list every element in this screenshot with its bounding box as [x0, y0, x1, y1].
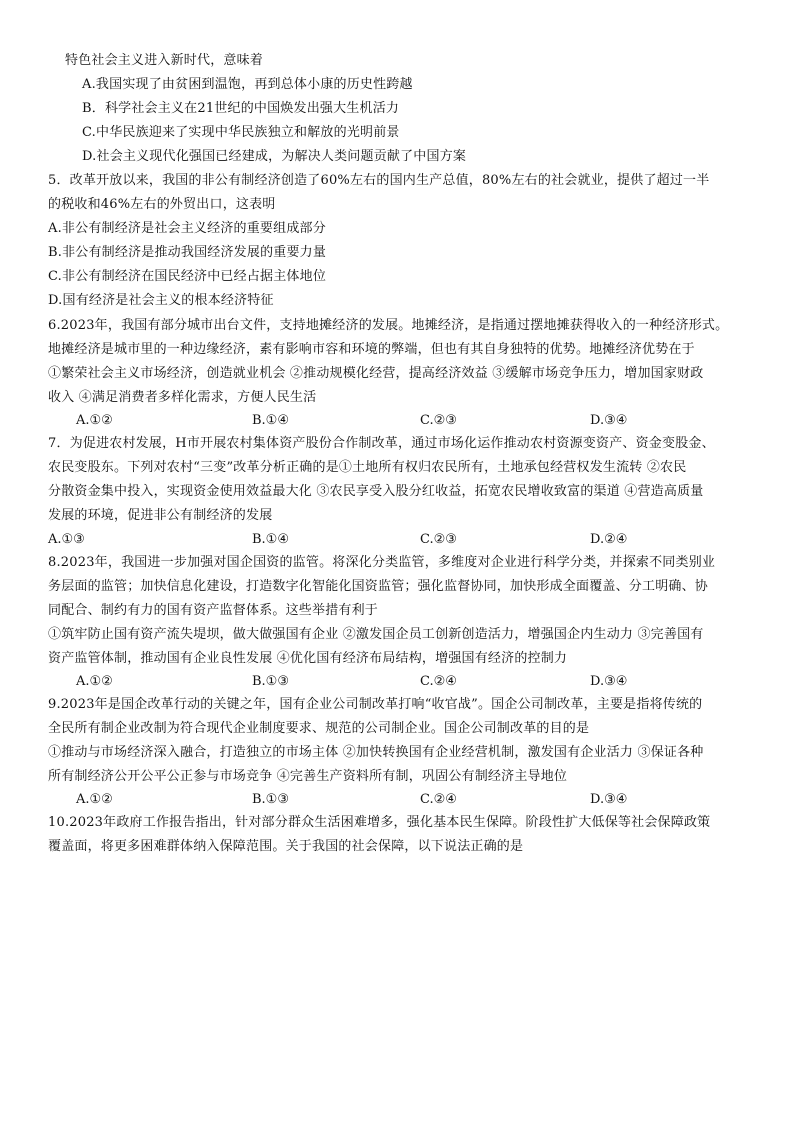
q7-choice-a: A.①③ [48, 532, 85, 547]
q6-stem-line-1: 6.2023年，我国有部分城市出台文件，支持地摊经济的发展。地摊经济，是指通过摆地摊获得收入的一种经济形式。 [48, 318, 729, 333]
q7-stem-line-4: 发展的环境，促进非公有制经济的发展 [48, 508, 273, 523]
q7-choices [0, 531, 793, 549]
q4-option-b: B．科学社会主义在21世纪的中国焕发出强大生机活力 [82, 101, 400, 116]
q9-items-line-1: ①推动与市场经济深入融合，打造独立的市场主体 ②加快转换国有企业经营机制，激发国有企业活力 ③保证各种 [48, 745, 704, 760]
q6-choice-a: A.①② [76, 413, 113, 428]
q4-option-a: A.我国实现了由贫困到温饱，再到总体小康的历史性跨越 [82, 77, 413, 92]
q9-items-line-2: 所有制经济公开公平公正参与市场竞争 ④完善生产资料所有制，巩固公有制经济主导地位 [48, 769, 568, 784]
q8-stem-line-3: 同配合、制约有力的国有资产监督体系。这些举措有利于 [48, 603, 379, 618]
q7-choice-d: D.②④ [590, 532, 628, 547]
q9-choice-d: D.③④ [590, 792, 628, 807]
q5-option-d: D.国有经济是社会主义的根本经济特征 [48, 293, 274, 308]
q8-choice-b: B.①③ [252, 674, 289, 689]
q6-items-line-2: 收入 ④满足消费者多样化需求，方便人民生活 [48, 390, 317, 405]
q5-option-b: B.非公有制经济是推动我国经济发展的重要力量 [48, 245, 327, 260]
q8-choices [0, 673, 793, 691]
q8-choice-a: A.①② [76, 674, 113, 689]
q7-stem-line-1: 7．为促进农村发展，H市开展农村集体资产股份合作制改革，通过市场化运作推动农村资源变资产、资金变股金、 [48, 436, 715, 451]
q7-stem-line-2: 农民变股东。下列对农村“三变”改革分析正确的是①土地所有权归农民所有，土地承包经营权发生流转 ②农民 [48, 460, 687, 475]
q5-option-c: C.非公有制经济在国民经济中已经占据主体地位 [48, 269, 327, 284]
q8-stem-line-2: 务层面的监管；加快信息化建设，打造数字化智能化国资监管；强化监督协同，加快形成全面覆盖、分工明确、协 [48, 579, 709, 594]
q10-stem-line-2: 覆盖面，将更多困难群体纳入保障范围。关于我国的社会保障，以下说法正确的是 [48, 839, 524, 854]
q9-choice-b: B.①③ [252, 792, 289, 807]
q7-choice-b: B.①④ [252, 532, 289, 547]
q7-choice-c: C.②③ [420, 532, 457, 547]
q5-stem-line-1: 5．改革开放以来，我国的非公有制经济创造了60%左右的国内生产总值，80%左右的社会就业，提供了超过一半 [48, 173, 710, 188]
q6-choice-d: D.③④ [590, 413, 628, 428]
q5-stem-line-2: 的税收和46%左右的外贸出口，这表明 [48, 197, 276, 212]
q7-stem-line-3: 分散资金集中投入，实现资金使用效益最大化 ③农民享受入股分红收益，拓宽农民增收致富的渠道 ④营造高质量 [48, 484, 704, 499]
q4-option-c: C.中华民族迎来了实现中华民族独立和解放的光明前景 [82, 125, 400, 140]
q8-choice-d: D.③④ [590, 674, 628, 689]
q6-stem-line-2: 地摊经济是城市里的一种边缘经济，素有影响市容和环境的弊端，但也有其自身独特的优势。地摊经济优势在于 [48, 342, 695, 357]
q4-option-d: D.社会主义现代化强国已经建成，为解决人类问题贡献了中国方案 [82, 149, 467, 164]
q5-option-a: A.非公有制经济是社会主义经济的重要组成部分 [48, 221, 326, 236]
q6-items-line-1: ①繁荣社会主义市场经济，创造就业机会 ②推动规模化经营，提高经济效益 ③缓解市场竞争压力，增加国家财政 [48, 366, 704, 381]
q8-items-line-1: ①筑牢防止国有资产流失堤坝，做大做强国有企业 ②激发国企员工创新创造活力，增强国企内生动力 ③完善国有 [48, 627, 704, 642]
q8-stem-line-1: 8.2023年，我国进一步加强对国企国资的监管。将深化分类监管，多维度对企业进行科学分类，并探索不同类别业 [48, 555, 716, 570]
q9-choice-c: C.②④ [420, 792, 457, 807]
q6-choice-c: C.②③ [420, 413, 457, 428]
q4-stem-continued: 特色社会主义进入新时代，意味着 [65, 53, 264, 68]
q9-choices [0, 791, 793, 809]
q8-items-line-2: 资产监管体制，推动国有企业良性发展 ④优化国有经济布局结构，增强国有经济的控制力 [48, 651, 568, 666]
q9-stem-line-2: 全民所有制企业改制为符合现代企业制度要求、规范的公司制企业。国企公司制改革的目的是 [48, 721, 590, 736]
q9-choice-a: A.①② [76, 792, 113, 807]
q10-stem-line-1: 10.2023年政府工作报告指出，针对部分群众生活困难增多，强化基本民生保障。阶段性扩大低保等社会保障政策 [48, 815, 711, 830]
q8-choice-c: C.②④ [420, 674, 457, 689]
q6-choices [0, 412, 793, 430]
q6-choice-b: B.①④ [252, 413, 289, 428]
q9-stem-line-1: 9.2023年是国企改革行动的关键之年，国有企业公司制改革打响“收官战”。国企公司制改革，主要是指将传统的 [48, 697, 703, 712]
